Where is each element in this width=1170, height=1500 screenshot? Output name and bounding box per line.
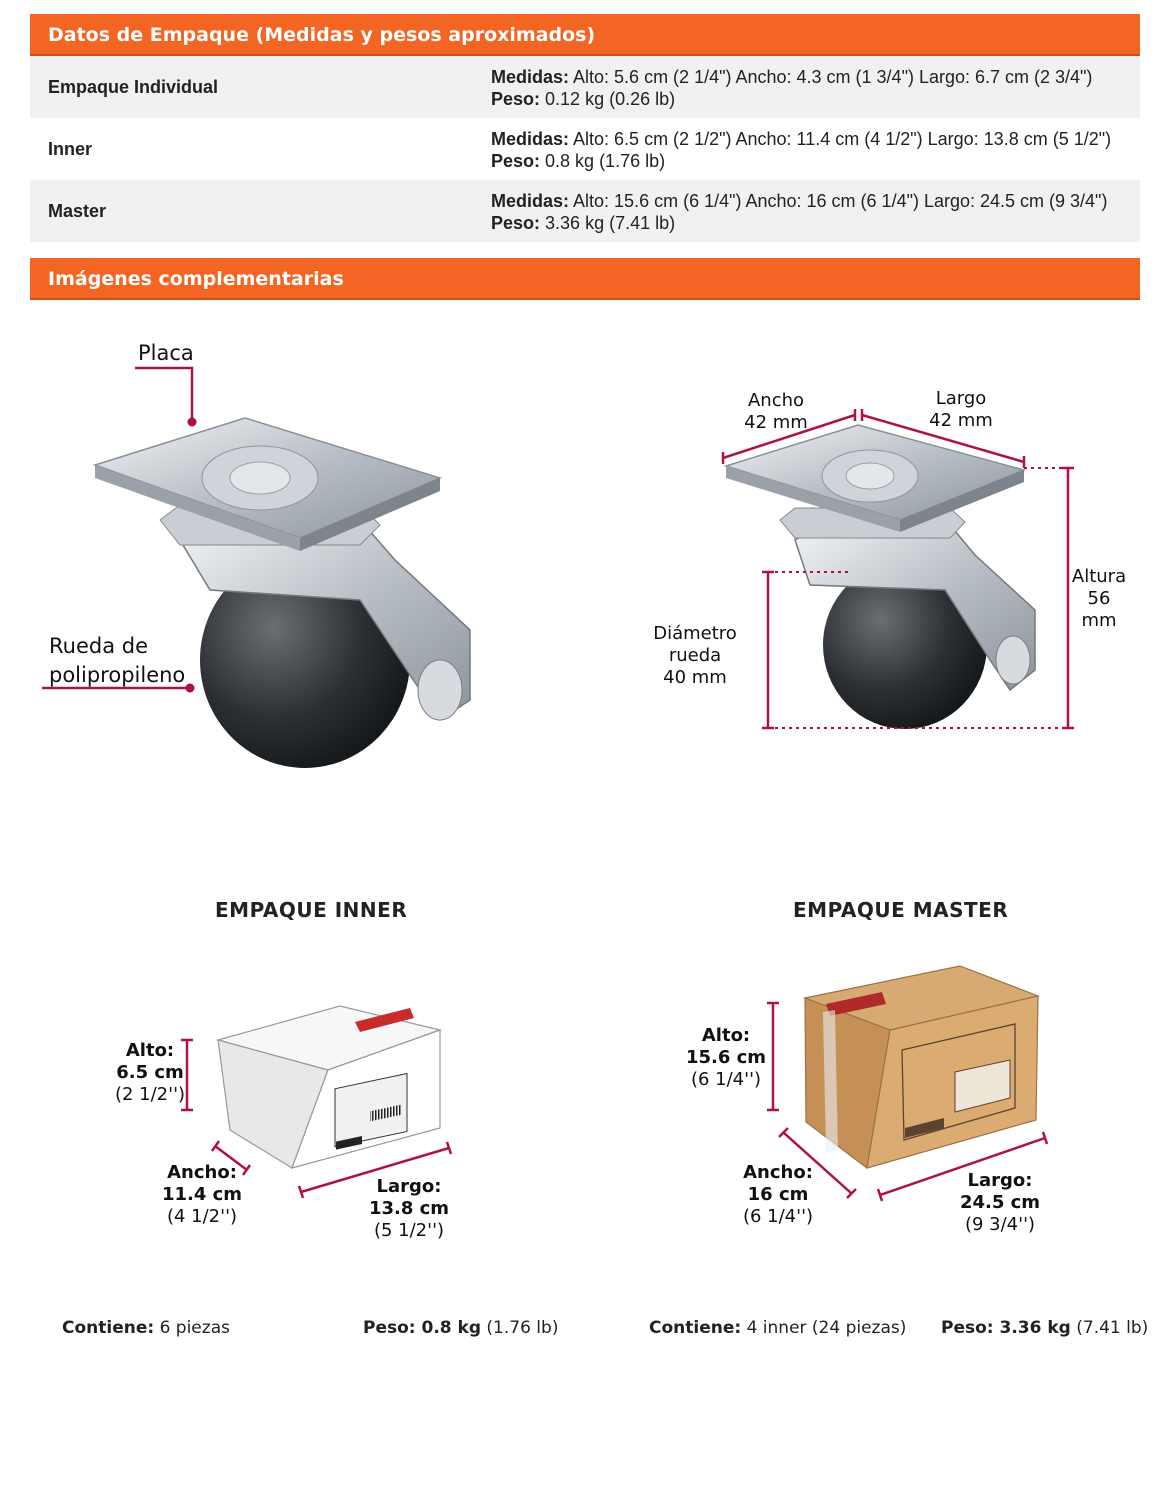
label-wheel-diameter: Diámetro rueda 40 mm xyxy=(653,623,737,688)
master-title: EMPAQUE MASTER xyxy=(793,898,1009,922)
inner-largo: Largo: 13.8 cm (5 1/2'') xyxy=(368,1176,450,1241)
row-value: Medidas: Alto: 15.6 cm (6 1/4") Ancho: 16 cm (6 1/4") Largo: 24.5 cm (9 3/4") Peso: 3.36 kg (7.41 lb) xyxy=(491,191,1108,233)
packing-row-inner xyxy=(30,118,1140,180)
inner-ancho: Ancho: 11.4 cm (4 1/2'') xyxy=(161,1162,243,1227)
label-height: Altura 56 mm xyxy=(1071,566,1127,631)
master-ancho: Ancho: 16 cm (6 1/4'') xyxy=(742,1162,814,1227)
master-alto: Alto: 15.6 cm (6 1/4'') xyxy=(685,1025,767,1090)
row-value: Medidas: Alto: 6.5 cm (2 1/2") Ancho: 11.4 cm (4 1/2") Largo: 13.8 cm (5 1/2") Peso: 0.8 kg (1.76 lb) xyxy=(491,129,1112,171)
caster-parts-illustration xyxy=(0,300,585,800)
images-header: Imágenes complementarias xyxy=(30,258,1140,300)
master-weight: Peso: 3.36 kg (7.41 lb) xyxy=(941,1318,1149,1338)
label-width: Ancho 42 mm xyxy=(744,390,808,433)
master-largo: Largo: 24.5 cm (9 3/4'') xyxy=(959,1170,1041,1235)
label-plate: Placa xyxy=(138,341,194,365)
row-name: Master xyxy=(48,201,107,221)
master-contains: Contiene: 4 inner (24 piezas) xyxy=(649,1318,907,1338)
row-name: Inner xyxy=(48,139,93,159)
caster-dimensions-illustration xyxy=(585,300,1170,800)
label-length: Largo 42 mm xyxy=(929,388,993,431)
inner-weight: Peso: 0.8 kg (1.76 lb) xyxy=(363,1318,559,1338)
row-value: Medidas: Alto: 5.6 cm (2 1/4") Ancho: 4.3 cm (1 3/4") Largo: 6.7 cm (2 3/4") Peso: 0.12 kg (0.26 lb) xyxy=(491,67,1093,109)
inner-contains: Contiene: 6 piezas xyxy=(62,1318,230,1338)
packing-header: Datos de Empaque (Medidas y pesos aproximados) xyxy=(30,14,1140,56)
inner-title: EMPAQUE INNER xyxy=(215,898,408,922)
packing-row-individual xyxy=(30,56,1140,118)
packing-row-master xyxy=(30,180,1140,242)
row-name: Empaque Individual xyxy=(48,77,219,97)
label-wheel: Rueda de polipropileno xyxy=(49,634,186,687)
inner-alto: Alto: 6.5 cm (2 1/2'') xyxy=(114,1040,186,1105)
